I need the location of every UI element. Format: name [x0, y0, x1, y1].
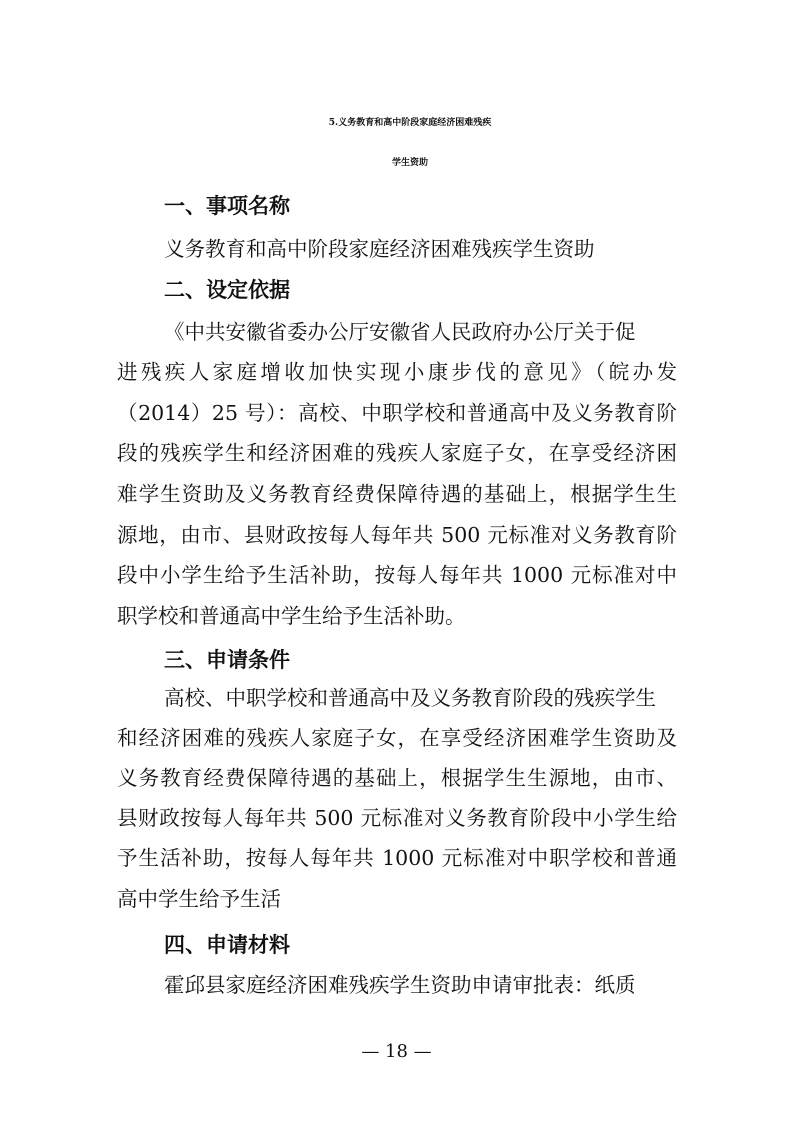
paragraph-line: 高校、中职学校和普通高中及义务教育阶段的残疾学生 — [164, 686, 656, 710]
section-heading-conditions: 三、申请条件 — [164, 648, 290, 672]
section-heading-item-name: 一、事项名称 — [164, 194, 290, 218]
paragraph-line: 进残疾人家庭增收加快实现小康步伐的意见》（皖办发 — [117, 360, 677, 384]
document-title-line-1: 5.义务教育和高中阶段家庭经济困难残疾 — [328, 118, 492, 128]
section-heading-basis: 二、设定依据 — [164, 278, 290, 302]
paragraph-line: 源地，由市、县财政按每人每年共 500 元标准对义务教育阶 — [117, 523, 677, 547]
paragraph-line: 义务教育经费保障待遇的基础上，根据学生生源地，由市、 — [117, 766, 677, 790]
section-heading-materials: 四、申请材料 — [164, 933, 290, 957]
paragraph-line: 《中共安徽省委办公厅安徽省人民政府办公厅关于促 — [164, 320, 636, 344]
paragraph-line: 段中小学生给予生活补助，按每人每年共 1000 元标准对中 — [117, 563, 677, 587]
paragraph-line: （2014）25 号）：高校、中职学校和普通高中及义务教育阶 — [117, 401, 677, 425]
paragraph-line: 霍邱县家庭经济困难残疾学生资助申请审批表：纸质 — [164, 973, 636, 997]
page-number: — 18 — — [361, 1041, 432, 1062]
paragraph-line: 职学校和普通高中学生给予生活补助。 — [117, 604, 466, 628]
document-title-line-2: 学生资助 — [391, 158, 428, 168]
paragraph-line: 县财政按每人每年共 500 元标准对义务教育阶段中小学生给 — [117, 806, 677, 830]
paragraph-line: 段的残疾学生和经济困难的残疾人家庭子女，在享受经济困 — [117, 441, 677, 465]
paragraph-line: 高中学生给予生活 — [117, 887, 281, 911]
paragraph-line: 义务教育和高中阶段家庭经济困难残疾学生资助 — [164, 237, 595, 261]
paragraph-line: 和经济困难的残疾人家庭子女，在享受经济困难学生资助及 — [117, 726, 677, 750]
paragraph-line: 难学生资助及义务教育经费保障待遇的基础上，根据学生生 — [117, 482, 677, 506]
paragraph-line: 予生活补助，按每人每年共 1000 元标准对中职学校和普通 — [117, 846, 677, 870]
